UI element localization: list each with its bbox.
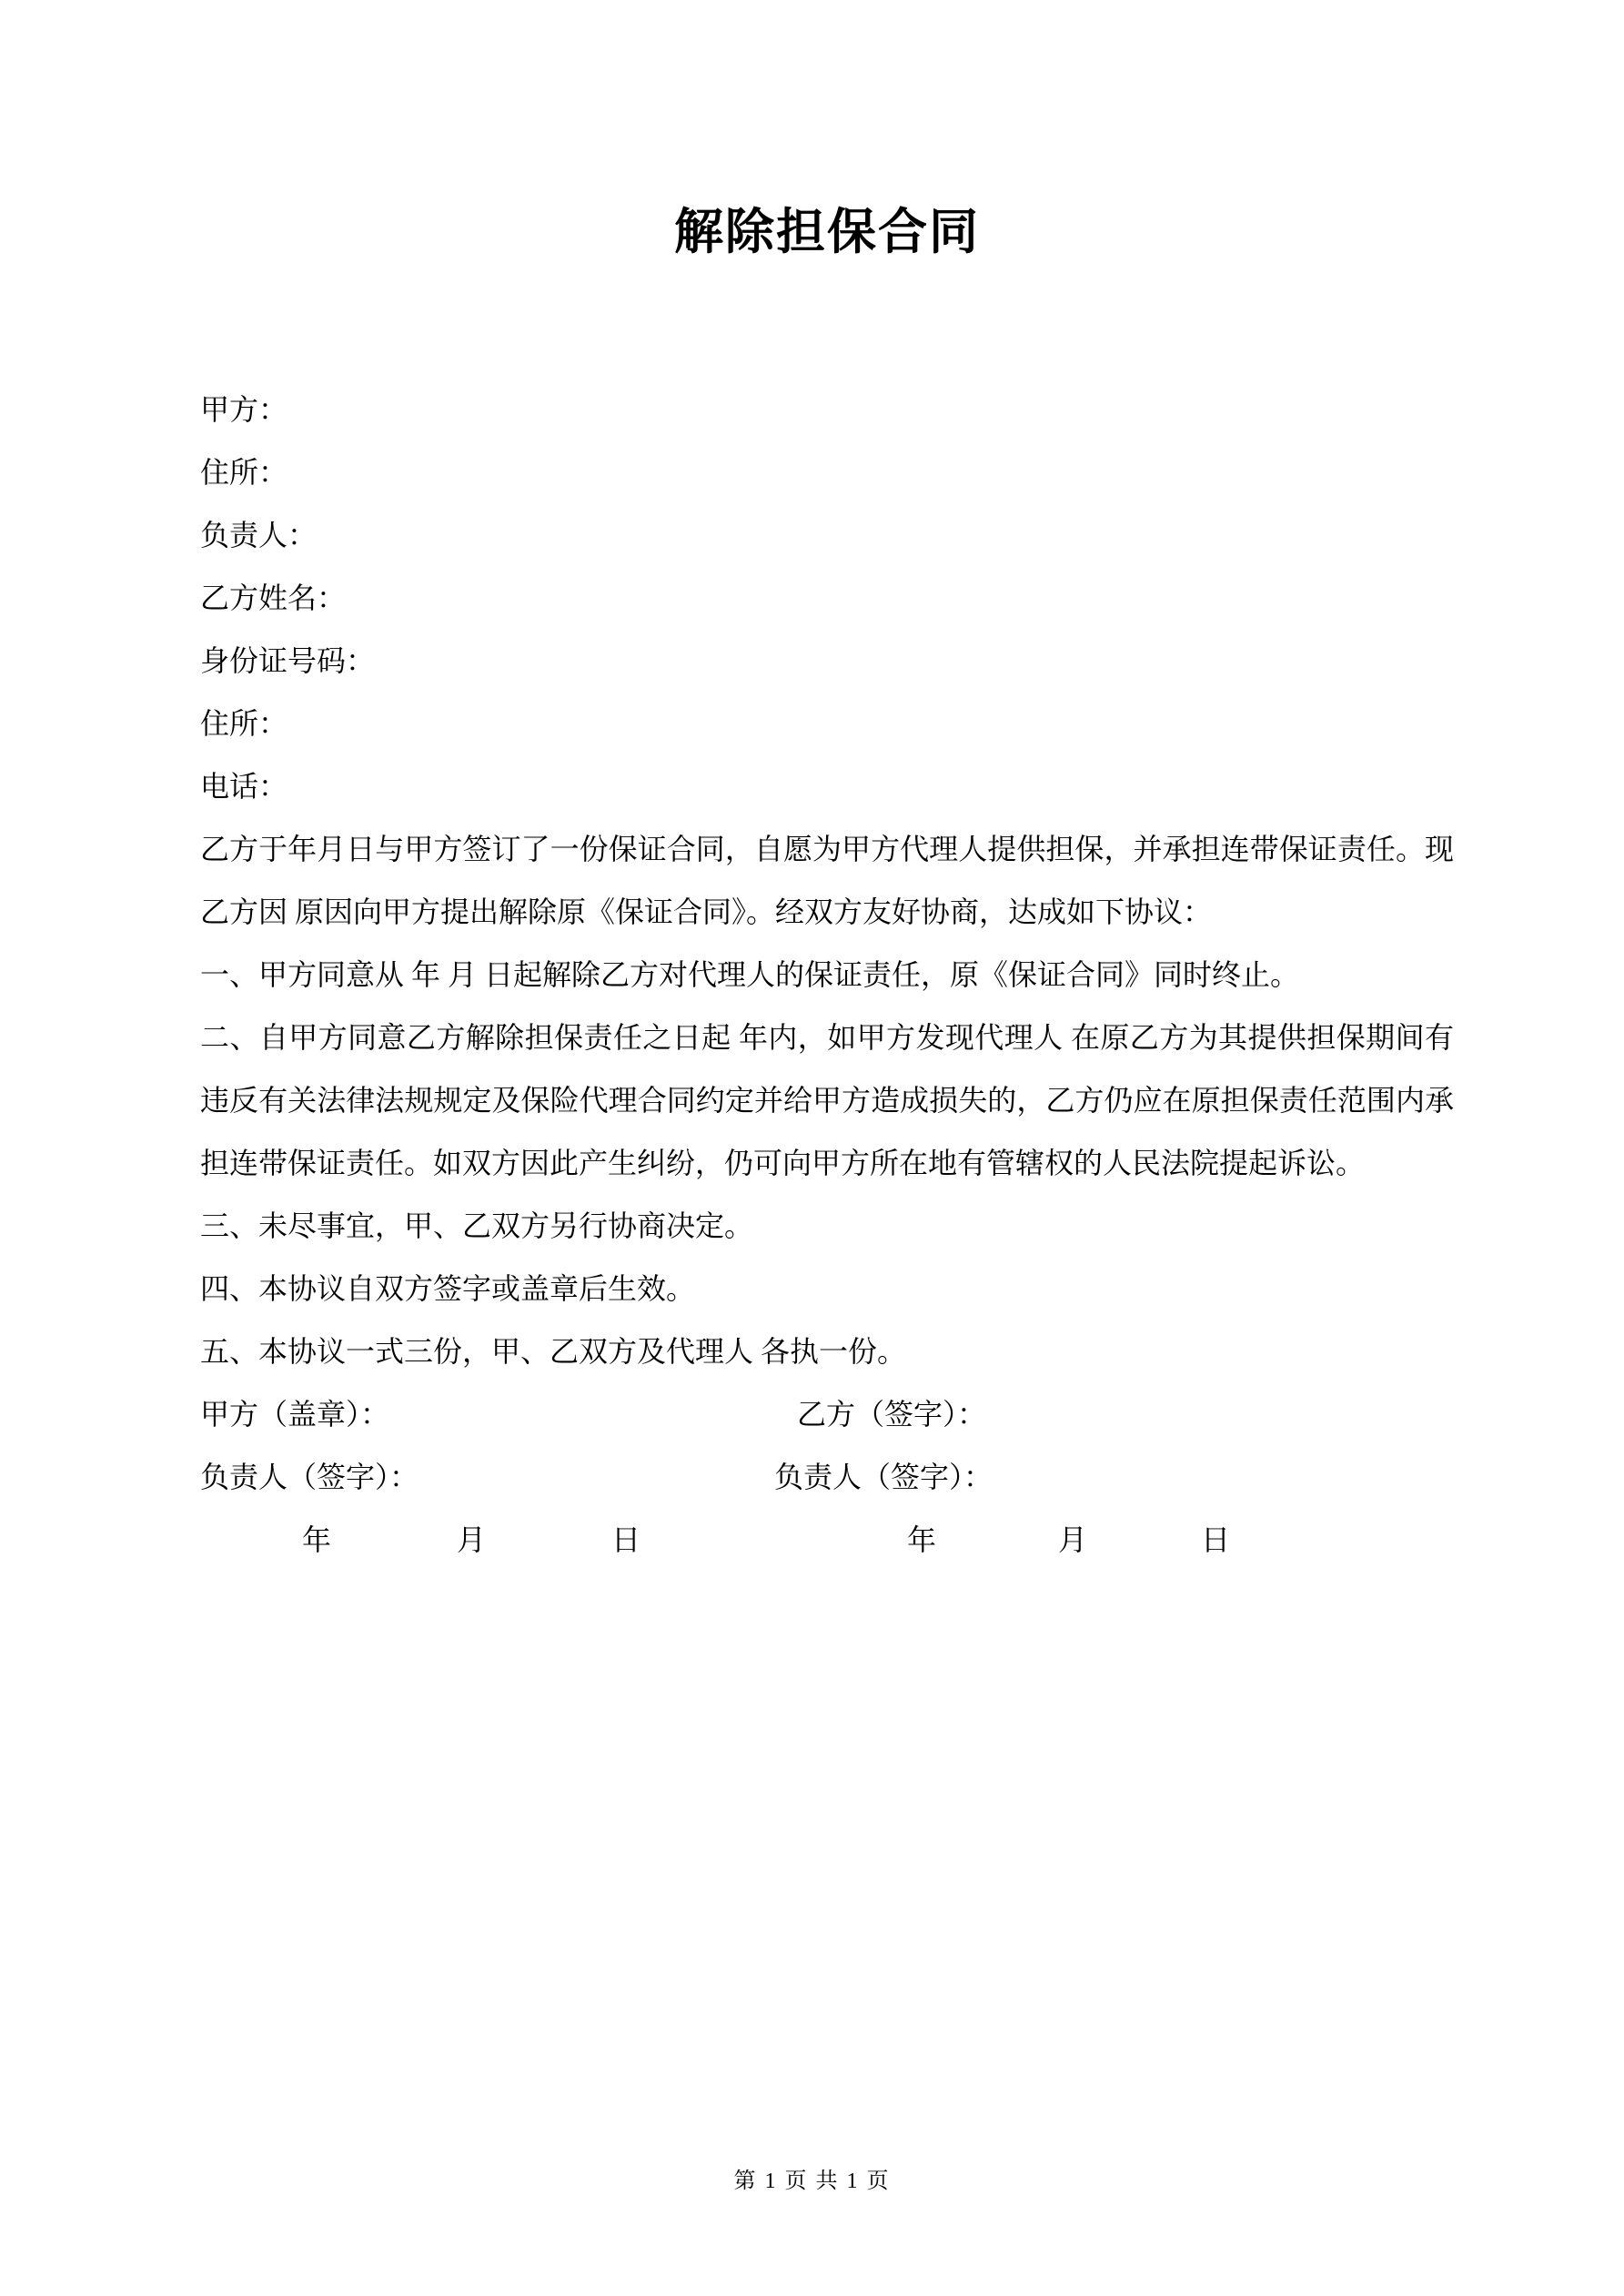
- document-title: 解除担保合同: [674, 205, 980, 259]
- field-party-b-address-label: 住所：: [200, 707, 288, 740]
- date-year-right: 年: [907, 1523, 937, 1556]
- field-party-b-name-label: 乙方姓名：: [200, 582, 347, 614]
- field-party-a-address-label: 住所：: [200, 456, 288, 489]
- date-year-left: 年: [302, 1523, 332, 1556]
- clause-1: 一、甲方同意从 年 月 日起解除乙方对代理人的保证责任，原《保证合同》同时终止。: [200, 958, 1300, 991]
- field-id-number-label: 身份证号码：: [200, 644, 376, 677]
- field-principal-label: 负责人：: [200, 519, 318, 551]
- party-b-sign-label: 乙方（签字）：: [797, 1398, 987, 1431]
- document-body: [200, 379, 1454, 1572]
- clause-2: 二、自甲方同意乙方解除担保责任之日起 年内，如甲方发现代理人 在原乙方为其提供担保期间有违反有关法律法规规定及保险代理合同约定并给甲方造成损失的，乙方仍应在原担保责任范围内承担连带保证责任。如双方因此产生纠纷，仍可向甲方所在地有管辖权的人民法院提起诉讼。: [200, 1021, 1454, 1179]
- clause-5: 五、本协议一式三份，甲、乙双方及代理人 各执一份。: [200, 1335, 907, 1368]
- field-phone-label: 电话：: [200, 770, 288, 803]
- clause-4: 四、本协议自双方签字或盖章后生效。: [200, 1272, 696, 1305]
- party-a-seal-label: 甲方（盖章）：: [200, 1398, 390, 1431]
- date-day-right: 日: [1201, 1523, 1231, 1556]
- signature-row-2: [200, 1446, 1454, 1509]
- date-day-left: 日: [611, 1523, 641, 1556]
- principal-a-sign-label: 负责人（签字）：: [200, 1461, 419, 1493]
- field-party-a-label: 甲方：: [200, 393, 288, 426]
- date-month-left: 月: [457, 1523, 487, 1556]
- page-footer: 第 1 页 共 1 页: [733, 2170, 891, 2193]
- signature-row-1: [200, 1383, 1454, 1446]
- intro-paragraph: 乙方于年月日与甲方签订了一份保证合同，自愿为甲方代理人提供担保，并承担连带保证责任。现乙方因 原因向甲方提出解除原《保证合同》。经双方友好协商，达成如下协议：: [200, 833, 1454, 928]
- principal-b-sign-label: 负责人（签字）：: [774, 1461, 994, 1493]
- clause-3: 三、未尽事宜，甲、乙双方另行协商决定。: [200, 1209, 754, 1242]
- date-row: [200, 1509, 1454, 1572]
- date-month-right: 月: [1058, 1523, 1088, 1556]
